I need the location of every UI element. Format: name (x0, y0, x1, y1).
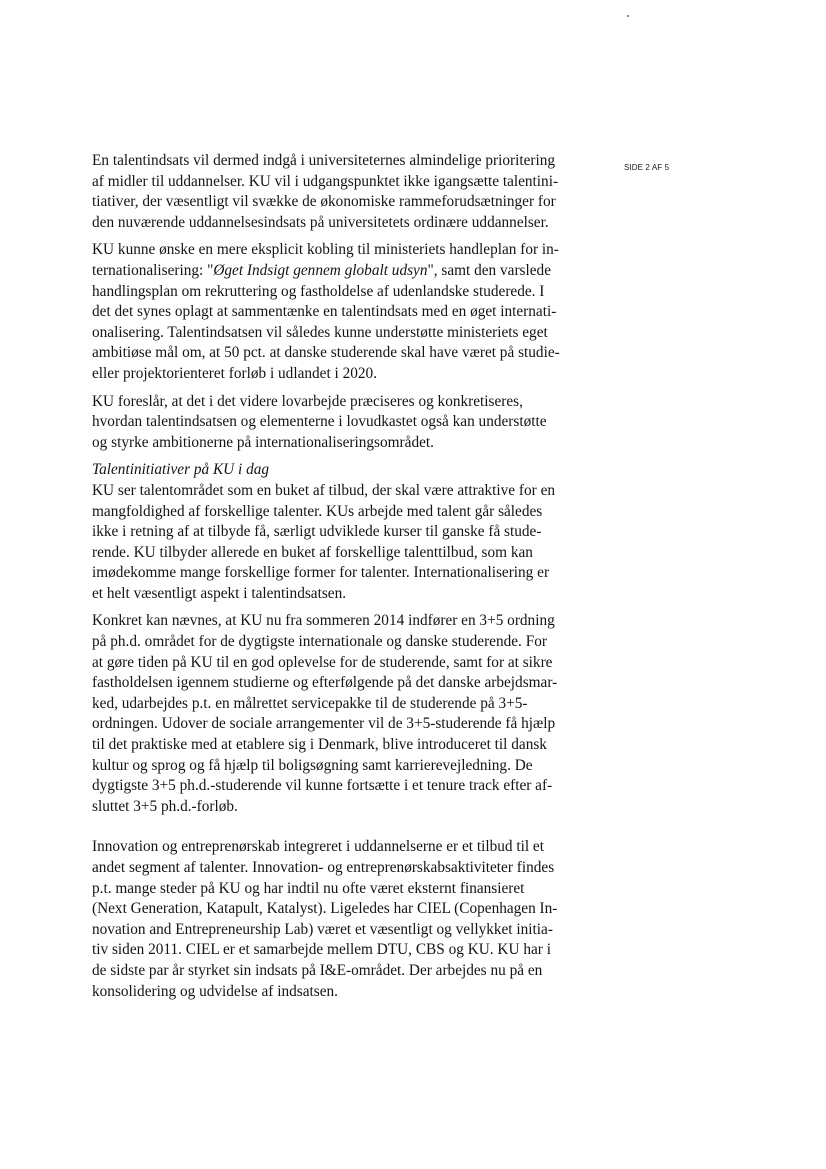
paragraph-1 (92, 151, 592, 233)
text-line: KU kunne ønske en mere eksplicit kobling til ministeriets handleplan for in- (92, 241, 559, 259)
text-line: af midler til uddannelser. KU vil i udgangspunktet ikke igangsætte talentini- (92, 172, 559, 190)
text-line: på ph.d. området for de dygtigste internationale og danske studerende. For (92, 633, 547, 651)
text-line: p.t. mange steder på KU og har indtil nu ofte været eksternt finansieret (92, 879, 525, 897)
text-line (92, 261, 592, 282)
text-line: handlingsplan om rekruttering og fastholdelse af udenlandske studerede. I (92, 282, 545, 300)
text-line: konsolidering og udvidelse af indsatsen. (92, 982, 338, 1000)
text-line: og styrke ambitionerne på internationaliseringsområdet. (92, 433, 434, 451)
text-fragment: ternationalisering: " (92, 261, 214, 279)
text-line: tiv siden 2011. CIEL er et samarbejde mellem DTU, CBS og KU. KU har i (92, 941, 551, 959)
text-line: ked, udarbejdes p.t. en målrettet servicepakke til de studerende på 3+5- (92, 694, 528, 712)
text-line: Innovation og entreprenørskab integreret i uddannelserne er et tilbud til et (92, 838, 544, 856)
text-line: til det praktiske med at etablere sig i Denmark, blive introduceret til dansk (92, 736, 547, 754)
text-line: ikke i retning af at tilbyde få, særligt udviklede kurser til ganske få stude- (92, 523, 542, 541)
text-line: andet segment af talenter. Innovation- og entreprenørskabsaktiviteter findes (92, 859, 555, 876)
text-line: KU foreslår, at det i det videre lovarbejde præciseres og konkretiseres, (92, 392, 523, 410)
text-line: ambitiøse mål om, at 50 pct. at danske studerende skal have været på studie- (92, 344, 560, 362)
scan-speck (627, 15, 629, 17)
text-line: (Next Generation, Katapult, Katalyst). Ligeledes har CIEL (Copenhagen In- (92, 900, 558, 918)
text-line: den nuværende uddannelsesindsats på universitetets ordinære uddannelser. (92, 213, 549, 231)
paragraph-6 (92, 837, 592, 1002)
text-line: Konkret kan nævnes, at KU nu fra sommeren 2014 indfører en 3+5 ordning (92, 612, 555, 630)
text-line: rende. KU tilbyder allerede en buket af forskellige talenttilbud, som kan (92, 543, 533, 561)
text-line: et helt væsentligt aspekt i talentindsatsen. (92, 584, 347, 602)
text-line: KU ser talentområdet som en buket af tilbud, der skal være attraktive for en (92, 481, 556, 499)
text-line: hvordan talentindsatsen og elementerne i lovudkastet også kan understøtte (92, 413, 547, 431)
page-number: SIDE 2 AF 5 (624, 163, 670, 172)
text-line: sluttet 3+5 ph.d.-forløb. (92, 797, 238, 815)
paragraph-5 (92, 611, 592, 817)
text-line: at gøre tiden på KU til en god oplevelse for de studerende, samt for at sikre (92, 653, 553, 671)
text-line: onalisering. Talentindsatsen vil således kunne understøtte ministeriets eget (92, 323, 548, 341)
text-line: dygtigste 3+5 ph.d.-studerende vil kunne fortsætte i et tenure track efter af- (92, 777, 553, 795)
plan-title: Øget Indsigt gennem globalt udsyn (213, 261, 428, 279)
text-line: eller projektorienteret forløb i udlandet i 2020. (92, 364, 378, 382)
paragraph-3 (92, 392, 592, 454)
text-line: fastholdelsen igennem studierne og efterfølgende på det danske arbejdsmar- (92, 674, 558, 692)
text-line: imødekomme mange forskellige former for talenter. Internationalisering er (92, 564, 550, 582)
section-heading: Talentinitiativer på KU i dag (92, 461, 270, 479)
paragraph-2 (92, 240, 592, 384)
text-line: det det synes oplagt at sammentænke en talentindsats med en øget internati- (92, 303, 557, 321)
text-line: de sidste par år styrket sin indsats på I&E-området. Der arbejdes nu på en (92, 961, 543, 979)
text-line: mangfoldighed af forskellige talenter. KUs arbejde med talent går således (92, 502, 543, 520)
text-line: ordningen. Udover de sociale arrangementer vil de 3+5-studerende få hjælp (92, 715, 556, 733)
text-line: tiativer, der væsentligt vil svække de økonomiske rammeforudsætninger for (92, 193, 556, 211)
text-line: En talentindsats vil dermed indgå i universiteternes almindelige prioritering (92, 152, 556, 169)
text-line: novation and Entrepreneurship Lab) været et væsentligt og vellykket initia- (92, 920, 553, 938)
paragraph-4 (92, 460, 592, 604)
text-fragment: ", samt den varslede (427, 261, 551, 279)
text-line: kultur og sprog og få hjælp til boligsøgning samt karrierevejledning. De (92, 756, 533, 774)
document-body (92, 151, 592, 1002)
